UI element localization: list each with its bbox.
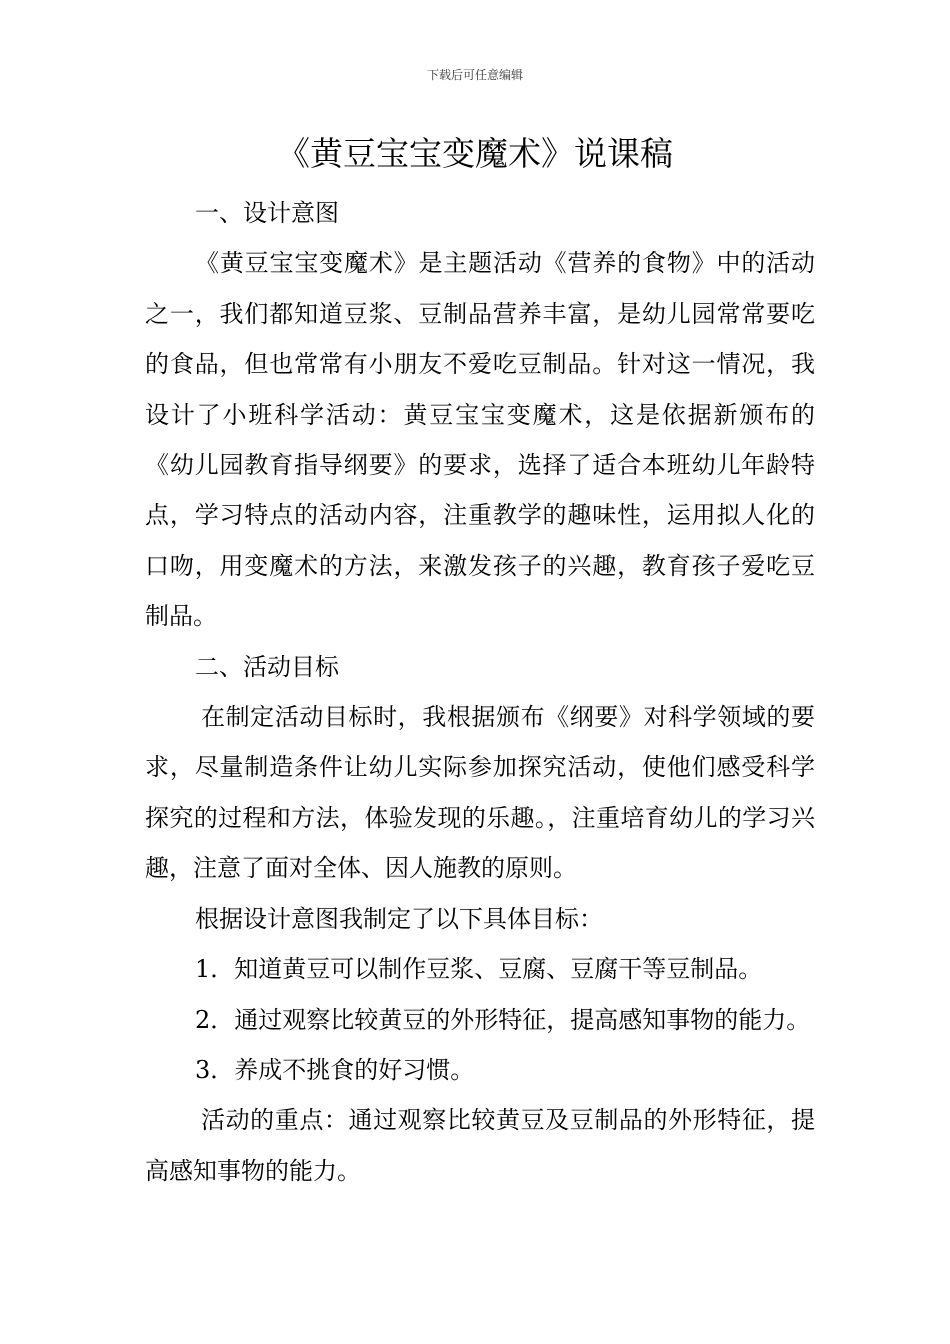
goal-item-2: 2．通过观察比较黄豆的外形特征，提高感知事物的能力。 bbox=[195, 1005, 811, 1034]
document-title: 《黄豆宝宝变魔术》说课稿 bbox=[277, 134, 673, 173]
section-heading-design: 一、设计意图 bbox=[195, 199, 339, 227]
goals-paragraph: 在制定活动目标时，我根据颁布《纲要》对科学领域的要求，尽量制造条件让幼儿实际参加探究活动，使他们感受科学探究的过程和方法，体验发现的乐趣。，注重培育幼儿的学习兴趣，注意了面对全体、因人施教的原则。 bbox=[145, 703, 815, 883]
design-paragraph: 《黄豆宝宝变魔术》是主题活动《营养的食物》中的活动之一，我们都知道豆浆、豆制品营养丰富，是幼儿园常常要吃的食品，但也常常有小朋友不爱吃豆制品。针对这一情况，我设计了小班科学活动：黄豆宝宝变魔术，这是依据新颁布的《幼儿园教育指导纲要》的要求，选择了适合本班幼儿年龄特点，学习特点的活动内容，注重教学的趣味性，运用拟人化的口吻，用变魔术的方法，来激发孩子的兴趣，教育孩子爱吃豆制品。 bbox=[145, 249, 815, 631]
header-note: 下载后可任意编辑 bbox=[426, 68, 523, 82]
goals-intro: 根据设计意图我制定了以下具体目标： bbox=[195, 904, 603, 933]
section-heading-goals: 二、活动目标 bbox=[195, 652, 339, 681]
goal-item-1: 1．知道黄豆可以制作豆浆、豆腐、豆腐干等豆制品。 bbox=[195, 955, 763, 984]
document-body bbox=[145, 188, 815, 1196]
goal-item-3: 3．养成不挑食的好习惯。 bbox=[195, 1055, 475, 1084]
key-point: 活动的重点：通过观察比较黄豆及豆制品的外形特征，提高感知事物的能力。 bbox=[145, 1106, 815, 1185]
